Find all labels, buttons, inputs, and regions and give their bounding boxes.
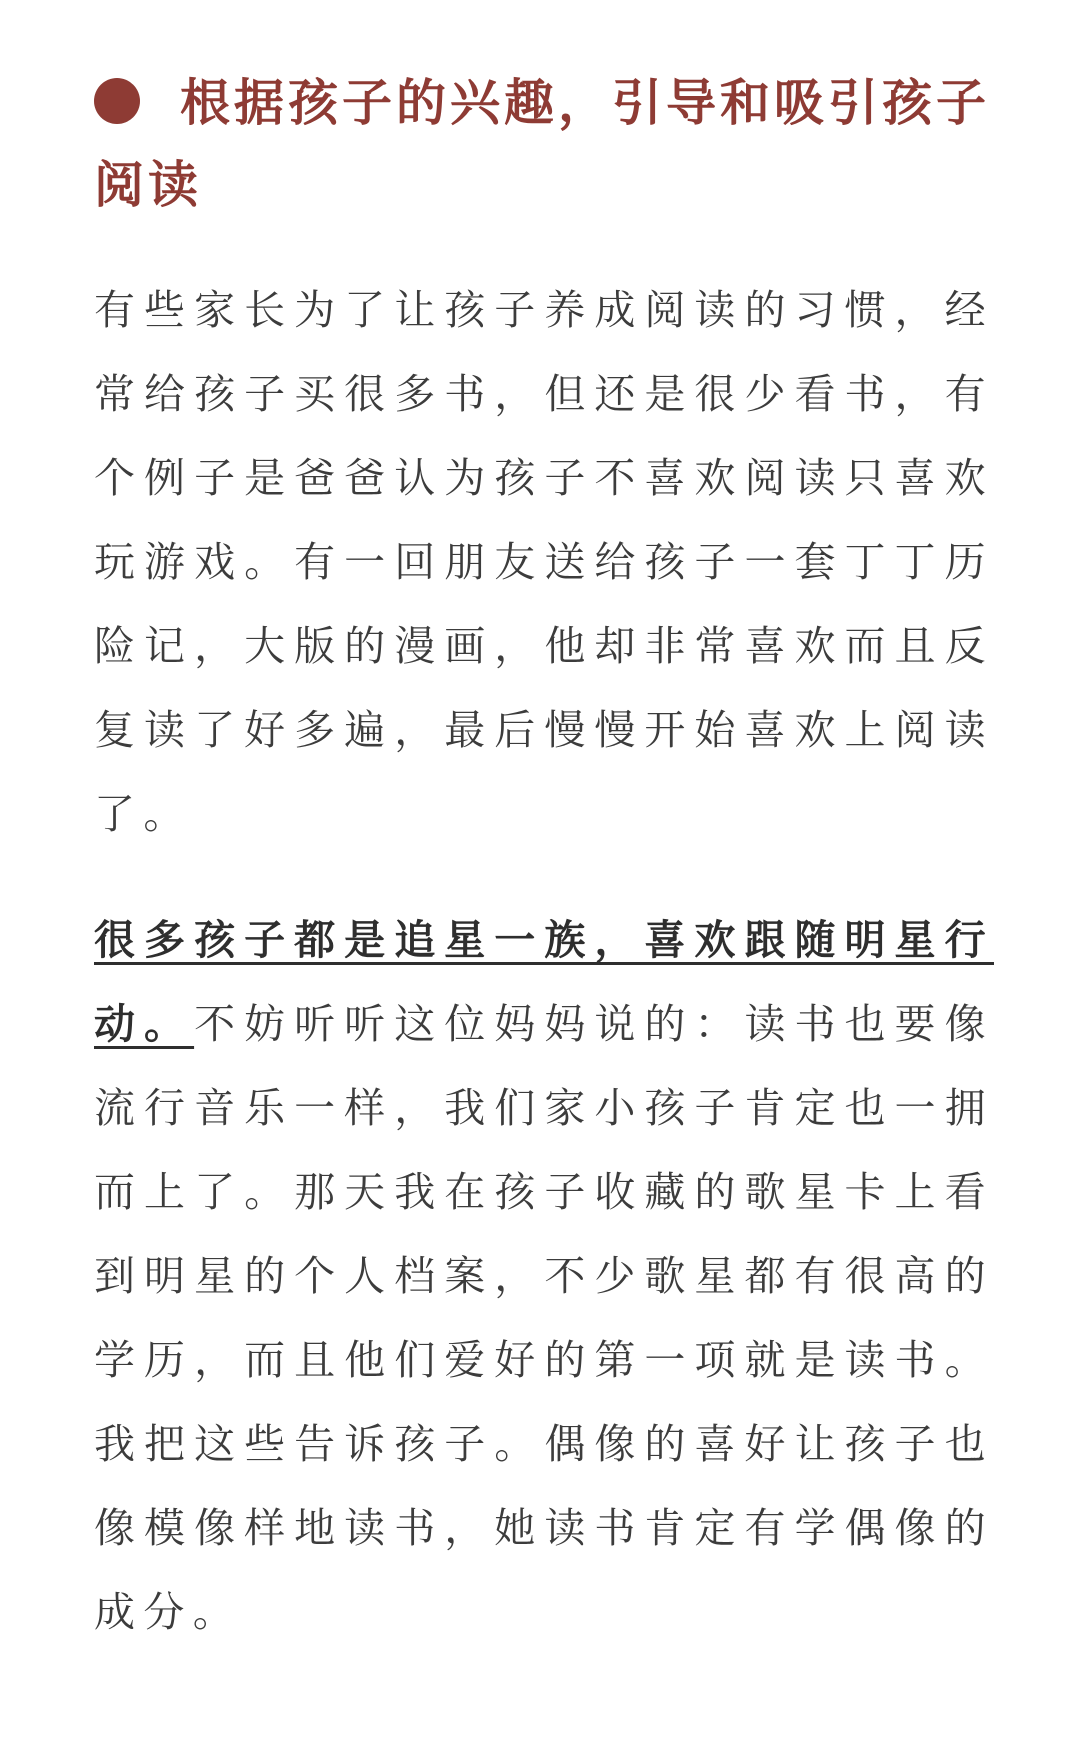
section-heading-text: 根据孩子的兴趣，引导和吸引孩子阅读 (94, 74, 990, 214)
emphasized-sentence: 很多孩子都是追星一族，喜欢跟随明星行动。 (94, 916, 994, 1048)
paragraph-idol (94, 898, 994, 1654)
paragraph-idol-text: 不妨听听这位妈妈说的：读书也要像流行音乐一样，我们家小孩子肯定也一拥而上了。那天我在孩子收藏的歌星卡上看到明星的个人档案，不少歌星都有很高的学历，而且他们爱好的第一项就是读书。我把这些告诉孩子。偶像的喜好让孩子也像模像样地读书，她读书肯定有学偶像的成分。 (94, 1000, 994, 1636)
bullet-dot-icon (94, 78, 140, 124)
article (94, 62, 994, 1654)
section-heading (94, 62, 994, 226)
paragraph-reading-habit: 有些家长为了让孩子养成阅读的习惯，经常给孩子买很多书，但还是很少看书，有个例子是爸爸认为孩子不喜欢阅读只喜欢玩游戏。有一回朋友送给孩子一套丁丁历险记，大版的漫画，他却非常喜欢而且反复读了好多遍，最后慢慢开始喜欢上阅读了。 (94, 286, 994, 838)
